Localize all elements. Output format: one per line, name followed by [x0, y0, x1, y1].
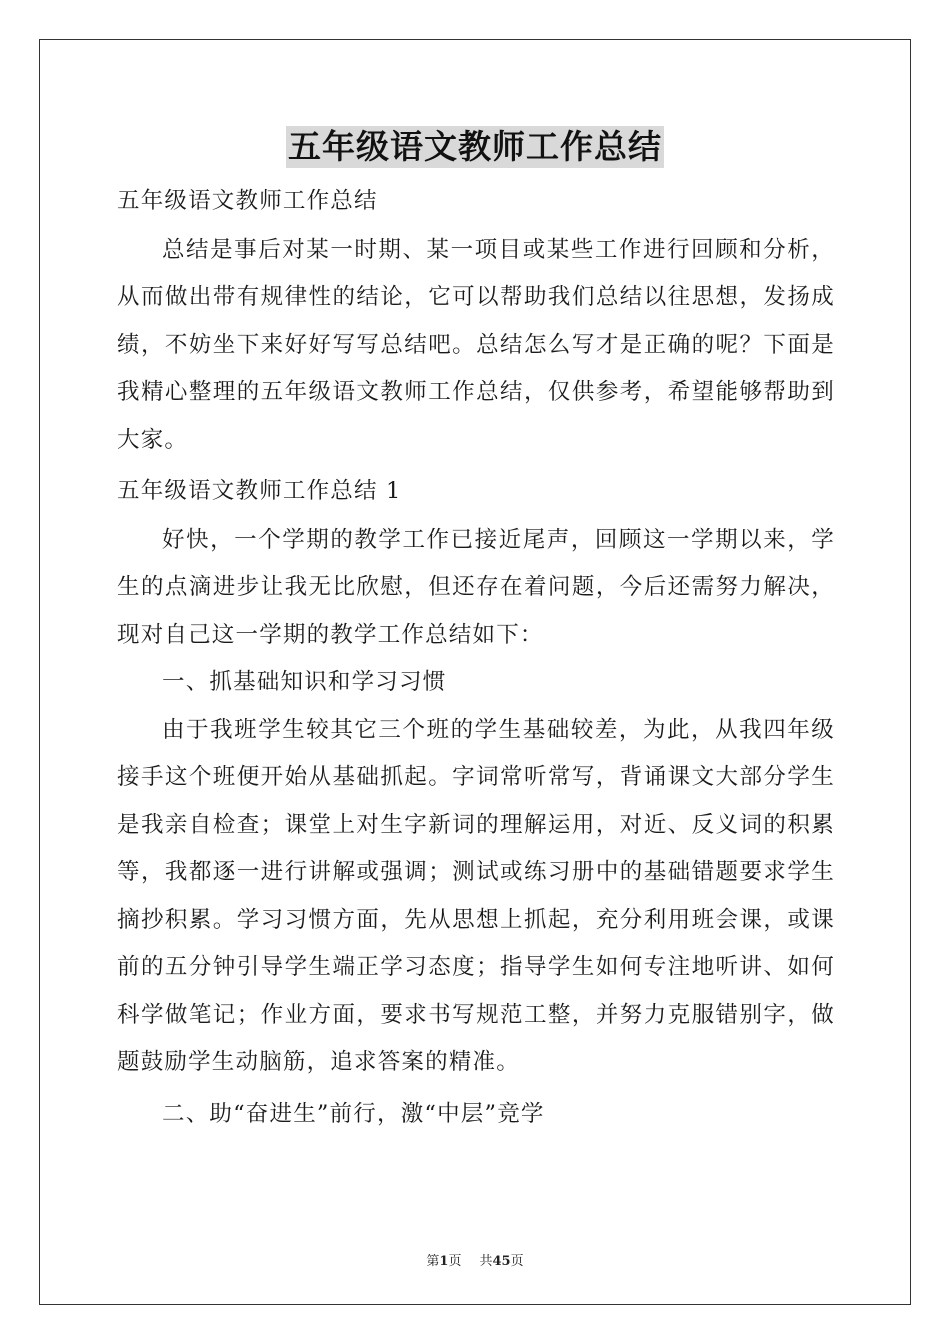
total-prefix: 共	[479, 1254, 493, 1269]
section-title: 五年级语文教师工作总结 1	[117, 478, 402, 504]
body-paragraph-1: 由于我班学生较其它三个班的学生基础较差，为此，从我四年级接手这个班便开始从基础抓起。字词常听常写，背诵课文大部分学生是我亲自检查；课堂上对生字新词的理解运用，对近、反义词的积累等，我都逐一进行讲解或强调；测试或练习册中的基础错题要求学生摘抄积累。学习习惯方面，先从思想上抓起，充分利用班会课，或课前的五分钟引导学生端正学习态度；指导学生如何专注地听讲、如何科学做笔记；作业方面，要求书写规范工整，并努力克服错别字，做题鼓励学生动脑筋，追求答案的精准。	[117, 716, 835, 1075]
section-heading-2: 二、助“奋进生”前行，激“中层”竞学	[162, 1100, 545, 1127]
document-subtitle: 五年级语文教师工作总结	[117, 188, 378, 214]
section-paragraph: 好快，一个学期的教学工作已接近尾声，回顾这一学期以来，学生的点滴进步让我无比欣慰，但还存在着问题，今后还需努力解决，现对自己这一学期的教学工作总结如下：	[117, 526, 835, 648]
page-footer	[0, 1250, 950, 1269]
section-heading-1: 一、抓基础知识和学习习惯	[162, 669, 447, 695]
title-container	[0, 126, 950, 168]
page-prefix: 第	[426, 1254, 440, 1269]
current-page-number: 1	[439, 1254, 449, 1269]
page-suffix: 页	[448, 1254, 462, 1269]
document-body	[117, 178, 835, 1138]
intro-paragraph: 总结是事后对某一时期、某一项目或某些工作进行回顾和分析，从而做出带有规律性的结论，它可以帮助我们总结以往思想，发扬成绩，不妨坐下来好好写写总结吧。总结怎么写才是正确的呢？下面是我精心整理的五年级语文教师工作总结，仅供参考，希望能够帮助到大家。	[117, 236, 835, 453]
document-title: 五年级语文教师工作总结	[288, 127, 662, 166]
total-page-count: 45	[492, 1254, 511, 1269]
total-suffix: 页	[510, 1254, 524, 1269]
